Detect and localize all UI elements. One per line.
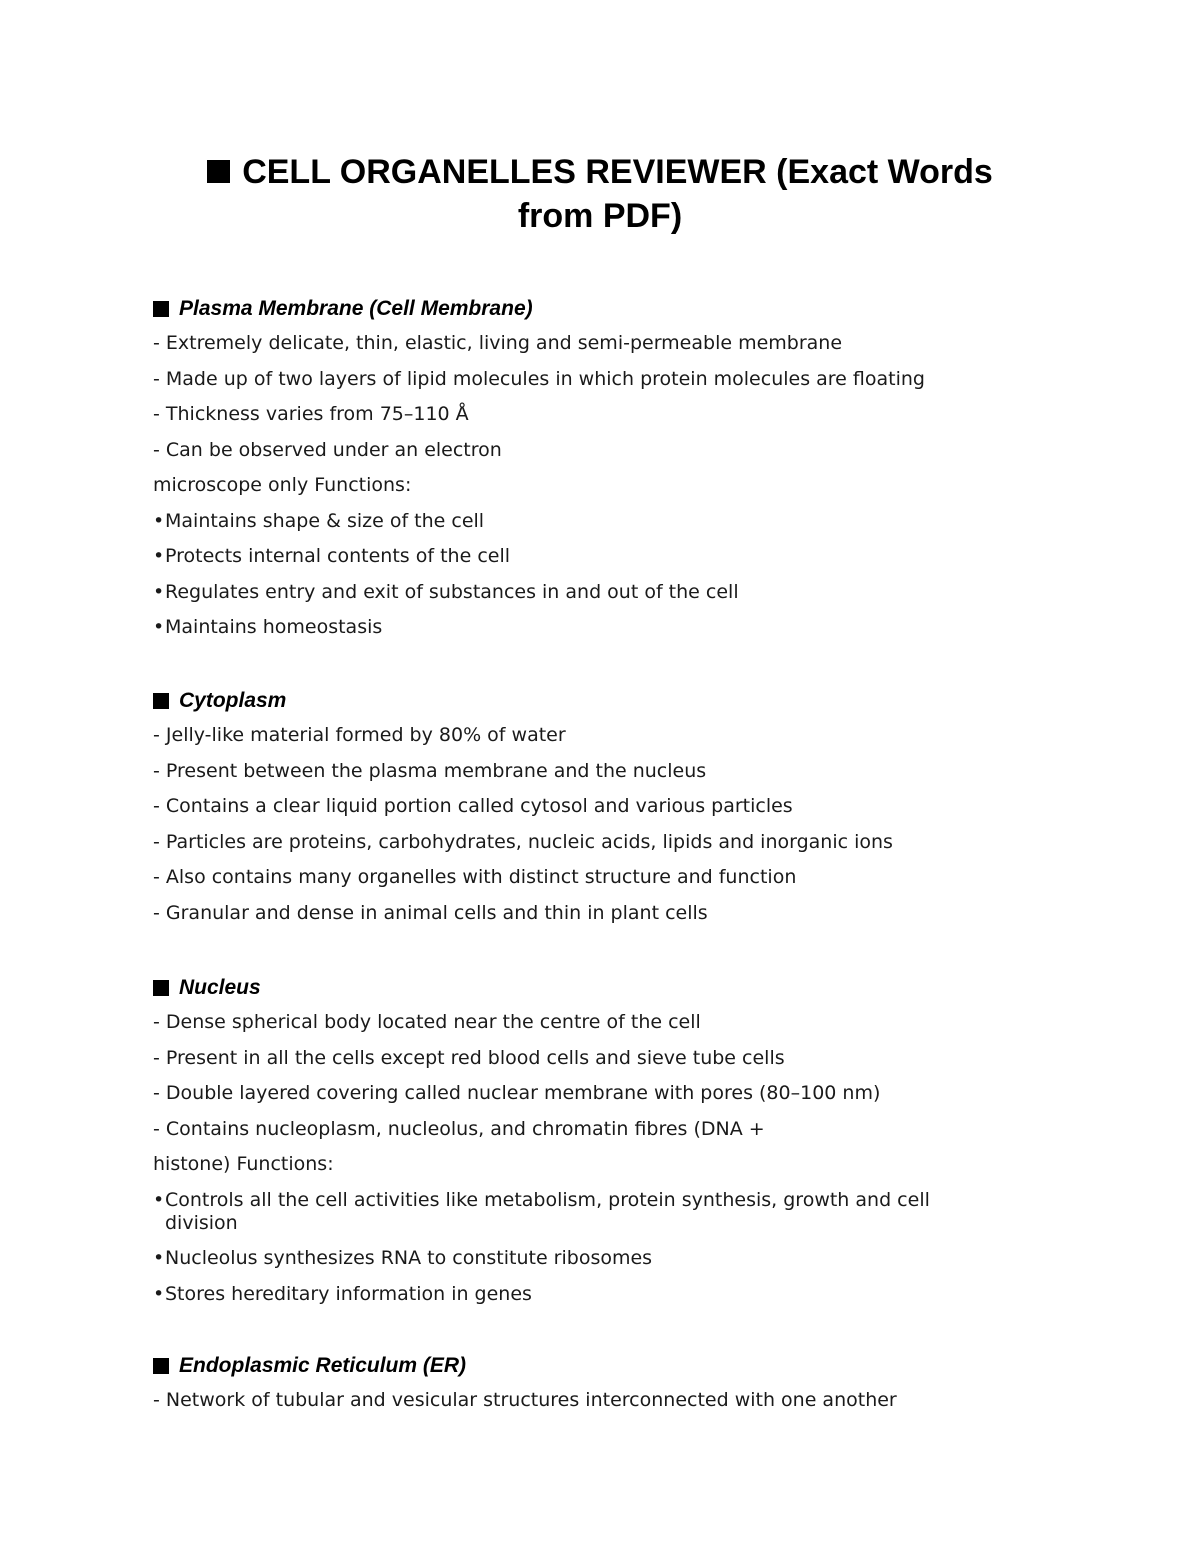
text-line: - Contains nucleoplasm, nucleolus, and chromatin fibres (DNA + — [153, 1117, 765, 1140]
bullet-item: • Controls all the cell activities like metabolism, protein synthesis, growth and cell division — [153, 1188, 930, 1234]
bullet-dot: • — [153, 1282, 165, 1305]
bullet-item: • Maintains shape & size of the cell — [153, 509, 485, 532]
text-line: - Particles are proteins, carbohydrates, nucleic acids, lipids and inorganic ions — [153, 830, 893, 853]
bullet-dot: • — [153, 1188, 165, 1211]
text-line: - Dense spherical body located near the centre of the cell — [153, 1011, 701, 1033]
section-heading: Nucleus — [153, 970, 1033, 1005]
text-line: - Present between the plasma membrane and the nucleus — [153, 759, 707, 782]
section-endoplasmic-reticulum — [153, 1348, 1033, 1419]
section-heading: Cytoplasm — [153, 683, 1033, 718]
bullet-item: • Protects internal contents of the cell — [153, 545, 511, 567]
section-nucleus — [153, 970, 1033, 1312]
section-heading: Plasma Membrane (Cell Membrane) — [153, 291, 1033, 326]
text-line: - Jelly-like material formed by 80% of water — [153, 724, 566, 746]
black-square-icon — [153, 693, 169, 709]
text-line: - Present in all the cells except red blood cells and sieve tube cells — [153, 1046, 785, 1069]
text-line: - Granular and dense in animal cells and thin in plant cells — [153, 901, 708, 924]
bullet-item: • Regulates entry and exit of substances in and out of the cell — [153, 580, 739, 603]
bullet-dot: • — [153, 616, 165, 638]
bullet-dot: • — [153, 580, 165, 603]
text-line: microscope only Functions: — [153, 474, 412, 496]
text-line: - Contains a clear liquid portion called cytosol and various particles — [153, 795, 793, 817]
bullet-dot: • — [153, 1247, 165, 1269]
bullet-item: • Maintains homeostasis — [153, 616, 383, 638]
bullet-item: • Stores hereditary information in genes — [153, 1282, 532, 1305]
title-line-2: from PDF) — [517, 197, 683, 235]
text-line: - Network of tubular and vesicular structures interconnected with one another — [153, 1389, 897, 1411]
title-line-1: CELL ORGANELLES REVIEWER (Exact Words — [150, 150, 1050, 194]
page-title — [150, 150, 1050, 238]
section-cytoplasm — [153, 683, 1033, 931]
section-heading: Endoplasmic Reticulum (ER) — [153, 1348, 1033, 1383]
black-square-icon — [153, 1358, 169, 1374]
bullet-dot: • — [153, 545, 165, 567]
text-line: histone) Functions: — [153, 1153, 334, 1175]
text-line: - Double layered covering called nuclear membrane with pores (80–100 nm) — [153, 1082, 881, 1104]
black-square-icon — [207, 160, 230, 183]
section-plasma-membrane — [153, 291, 1033, 646]
text-line: - Extremely delicate, thin, elastic, living and semi-permeable membrane — [153, 332, 843, 354]
text-line: - Made up of two layers of lipid molecules in which protein molecules are floating — [153, 367, 925, 390]
text-line: - Thickness varies from 75–110 Å — [153, 403, 469, 425]
text-line: - Also contains many organelles with distinct structure and function — [153, 866, 797, 888]
black-square-icon — [153, 980, 169, 996]
text-line: - Can be observed under an electron — [153, 438, 502, 461]
black-square-icon — [153, 301, 169, 317]
bullet-item: • Nucleolus synthesizes RNA to constitute ribosomes — [153, 1247, 653, 1269]
bullet-dot: • — [153, 509, 165, 532]
